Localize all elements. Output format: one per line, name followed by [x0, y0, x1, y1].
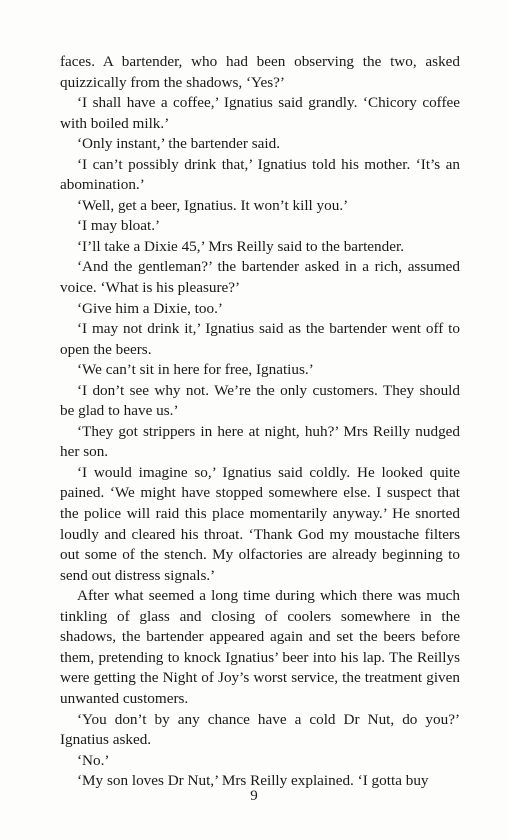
paragraph: ‘Only instant,’ the bartender said.: [77, 135, 280, 153]
body-text: [60, 52, 460, 792]
paragraph: ‘I can’t possibly drink that,’ Ignatius told his mother. ‘It’s an abomination.’: [60, 155, 460, 194]
paragraph: ‘We can’t sit in here for free, Ignatius.’: [77, 361, 314, 379]
page-number: 9: [250, 788, 258, 804]
paragraph: ‘No.’: [77, 751, 110, 769]
paragraph: faces. A bartender, who had been observing the two, asked quizzically from the shadows, ‘Yes?’: [60, 53, 460, 91]
paragraph: ‘My son loves Dr Nut,’ Mrs Reilly explained. ‘I gotta buy: [77, 772, 429, 790]
paragraph: ‘You don’t by any chance have a cold Dr Nut, do you?’ Ignatius asked.: [60, 710, 460, 749]
paragraph: ‘I shall have a coffee,’ Ignatius said grandly. ‘Chicory coffee with boiled milk.’: [60, 94, 460, 132]
paragraph: ‘Give him a Dixie, too.’: [77, 299, 223, 317]
paragraph: ‘I may not drink it,’ Ignatius said as the bartender went off to open the beers.: [60, 320, 460, 358]
paragraph: ‘They got strippers in here at night, huh?’ Mrs Reilly nudged her son.: [60, 422, 460, 461]
paragraph: ‘I may bloat.’: [77, 217, 161, 235]
paragraph: ‘I don’t see why not. We’re the only customers. They should be glad to have us.’: [60, 381, 460, 420]
paragraph: ‘Well, get a beer, Ignatius. It won’t kill you.’: [77, 196, 349, 214]
paragraph: ‘And the gentleman?’ the bartender asked in a rich, assumed voice. ‘What is his pleasure?’: [60, 258, 460, 297]
paragraph: ‘I would imagine so,’ Ignatius said coldly. He looked quite pained. ‘We might have stopped somewhere else. I suspect that the police will raid this place momentarily anyway.’ He snorted loudly and cleared his throat. ‘Thank God my moustache filters out some of the stench. My olfactories are already beginning to send out distress signals.’: [60, 463, 460, 584]
paragraph: ‘I’ll take a Dixie 45,’ Mrs Reilly said to the bartender.: [77, 237, 404, 255]
paragraph: After what seemed a long time during which there was much tinkling of glass and closing of coolers somewhere in the shadows, the bartender appeared again and set the beers before them, pretending to knock Ignatius’ beer into his lap. The Reillys were getting the Night of Joy’s worst service, the treatment given unwanted customers.: [60, 587, 460, 707]
